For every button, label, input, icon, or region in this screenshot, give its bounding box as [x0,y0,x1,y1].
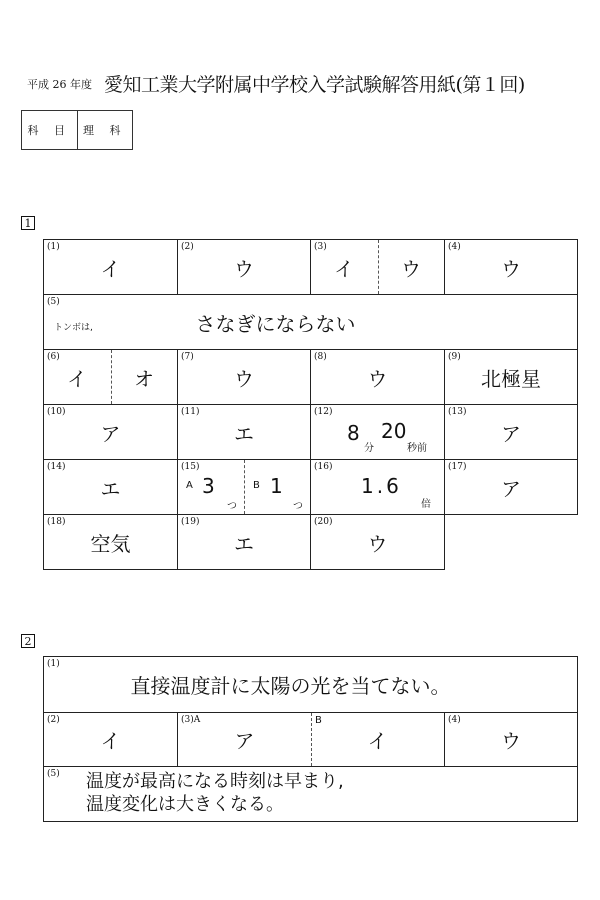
s1-q2-cell [177,239,311,295]
s1-q11-answer: エ [234,421,254,446]
s2-q4-answer: ウ [501,729,521,753]
s1-q6-answer-a: イ [67,366,87,391]
s1-q15-b-value: 1 [270,474,283,498]
s1-q15-divider [244,460,245,514]
s1-q2-answer: ウ [234,256,254,281]
s1-q14-label: (14) [47,462,66,472]
s1-q8-cell [310,349,445,405]
s1-q2-label: (2) [181,242,194,252]
subject-box [21,110,133,150]
s2-q2-label: (2) [47,715,60,725]
s1-q3-answer-b: ウ [401,256,421,281]
s1-q15-label: (15) [181,462,200,472]
s1-q9-label: (9) [448,352,461,362]
s2-q3-label: (3)A [181,715,201,725]
s1-q12-label: (12) [314,407,333,417]
s1-q17-answer: ア [501,476,521,501]
s1-q4-label: (4) [448,242,461,252]
s1-q11-label: (11) [181,407,200,417]
s1-q3-cell [310,239,445,295]
s2-q1-cell [43,656,578,713]
s2-q5-line2: 温度変化は大きくなる。 [86,794,284,815]
section-1-number: 1 [21,216,35,230]
s1-q16-unit: 倍 [421,499,431,510]
s1-q14-cell [43,459,178,515]
s2-q2-answer: イ [100,729,121,753]
exam-year: 平成 26 年度 [27,78,92,91]
exam-title: 愛知工業大学附属中学校入学試験解答用紙(第１回) [104,74,525,96]
s1-q16-label: (16) [314,462,333,472]
s1-q14-answer: エ [100,476,121,501]
s1-q12-sec-unit: 秒前 [407,443,427,454]
subject-label: 科 目 [22,111,78,149]
s1-q6-label: (6) [47,352,60,362]
s1-q16-value: 1.6 [361,474,402,498]
s2-q1-label: (1) [47,659,60,669]
s1-q18-label: (18) [47,517,66,527]
s1-q4-answer: ウ [501,256,521,281]
s1-q8-label: (8) [314,352,327,362]
s2-q5-line1: 温度が最高になる時刻は早まり, [86,771,344,792]
s1-q3-label: (3) [314,242,327,252]
s1-q18-cell [43,514,178,570]
s1-q1-answer: イ [100,256,121,281]
s1-q1-label: (1) [47,242,60,252]
s1-q4-cell [444,239,578,295]
s1-q20-cell [310,514,445,570]
s2-q1-answer: 直接温度計に太陽の光を当てない。 [130,674,451,698]
s1-q5-label: (5) [47,297,60,307]
s1-q6-answer-b: オ [134,366,154,391]
s1-q15-cell [177,459,311,515]
s1-q1-cell [43,239,178,295]
s2-q5-cell [43,766,578,822]
s1-q12-min-unit: 分 [364,443,374,454]
s1-q13-answer: ア [501,421,521,446]
s1-q20-answer: ウ [367,531,388,556]
s1-q19-cell [177,514,311,570]
s1-q15-a-value: 3 [202,474,215,498]
s2-q5-label: (5) [47,769,60,779]
s1-q10-answer: ア [100,421,121,446]
s1-q5-cell [43,294,578,350]
s1-q17-label: (17) [448,462,467,472]
s1-q7-answer: ウ [234,366,254,391]
s1-q15-a-unit: つ [227,501,237,512]
s2-q3-answer-b: イ [367,729,388,753]
s1-q13-cell [444,404,578,460]
section-2-number: 2 [21,634,35,648]
s1-q16-cell [310,459,445,515]
s1-q15-b-label: B [253,480,260,491]
s1-q19-answer: エ [234,531,254,556]
s2-q3-b-label: B [315,715,322,726]
s1-q5-prefix: トンボは, [54,323,93,333]
s2-q4-cell [444,712,578,767]
s2-q5-answer [86,770,344,816]
s1-q13-label: (13) [448,407,467,417]
s1-q8-answer: ウ [367,366,388,391]
s2-q4-label: (4) [448,715,461,725]
s1-q17-cell [444,459,578,515]
s1-q5-answer: さなぎにならない [195,311,356,336]
s1-q10-label: (10) [47,407,66,417]
subject-value: 理 科 [83,124,127,137]
s1-q20-label: (20) [314,517,333,527]
s1-q6-cell [43,349,178,405]
s1-q12-min-value: 8 [347,421,360,445]
s1-q12-cell [310,404,445,460]
s2-q3-cell [177,712,445,767]
s2-q2-cell [43,712,178,767]
s2-q3-answer-a: ア [234,729,255,753]
s1-q10-cell [43,404,178,460]
s1-q11-cell [177,404,311,460]
s1-q18-answer: 空気 [90,531,131,556]
s1-q12-sec-value: 20 [381,419,407,443]
s1-q15-b-unit: つ [293,501,303,512]
s1-q19-label: (19) [181,517,200,527]
s1-q9-cell [444,349,578,405]
s1-q9-answer: 北極星 [481,366,541,391]
s1-q15-a-label: A [186,480,193,491]
s1-q7-label: (7) [181,352,194,362]
s1-q3-answer-a: イ [334,256,354,281]
s1-q7-cell [177,349,311,405]
